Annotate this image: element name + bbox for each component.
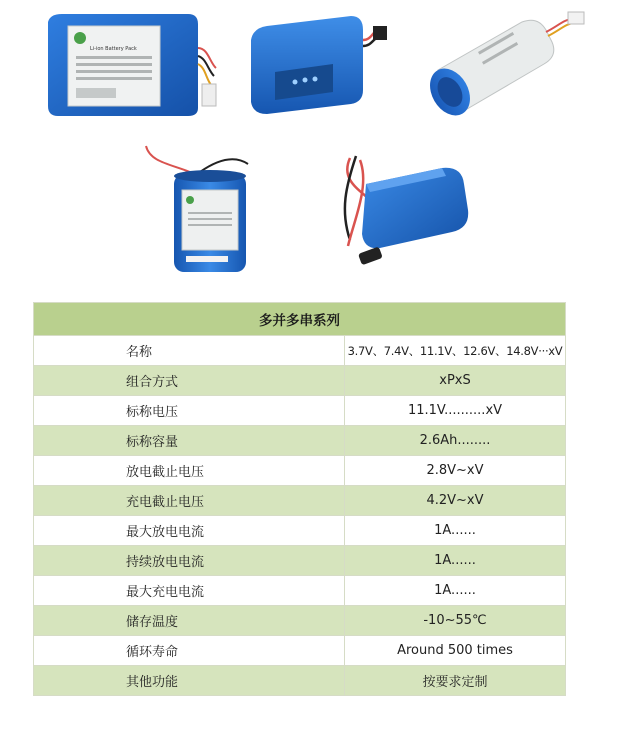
row-value-discharge-cutoff: 2.8V~xV	[345, 456, 566, 486]
table-row	[34, 396, 566, 426]
pack-label-text: Li-ion Battery Pack	[90, 46, 137, 52]
product-photo-area	[0, 0, 625, 295]
row-value-continuous-discharge-current: 1A......	[345, 546, 566, 576]
row-label-combination: 组合方式	[34, 366, 345, 396]
row-value-max-discharge-current: 1A......	[345, 516, 566, 546]
row-label-name: 名称	[34, 336, 345, 366]
table-row	[34, 606, 566, 636]
row-value-other-functions: 按要求定制	[345, 666, 566, 696]
row-value-name: 3.7V、7.4V、11.1V、12.6V、14.8V···xV	[345, 336, 566, 366]
row-label-cycle-life: 循环寿命	[34, 636, 345, 666]
row-label-storage-temperature: 储存温度	[34, 606, 345, 636]
row-label-discharge-cutoff: 放电截止电压	[34, 456, 345, 486]
cylindrical-battery-with-connector	[418, 8, 588, 120]
table-row	[34, 666, 566, 696]
spec-table	[33, 302, 566, 696]
row-value-cycle-life: Around 500 times	[345, 636, 566, 666]
row-label-nominal-voltage: 标称电压	[34, 396, 345, 426]
table-row	[34, 576, 566, 606]
table-row	[34, 486, 566, 516]
row-value-max-charge-current: 1A......	[345, 576, 566, 606]
small-cylindrical-battery-with-wires	[140, 142, 255, 277]
table-row	[34, 456, 566, 486]
row-value-charge-cutoff: 4.2V~xV	[345, 486, 566, 516]
row-label-max-charge-current: 最大充电电流	[34, 576, 345, 606]
square-battery-pack-with-label	[38, 8, 218, 123]
table-row	[34, 336, 566, 366]
row-label-continuous-discharge-current: 持续放电电流	[34, 546, 345, 576]
battery-pack-with-led-indicator	[245, 10, 390, 120]
table-row	[34, 546, 566, 576]
row-label-other-functions: 其他功能	[34, 666, 345, 696]
table-row	[34, 516, 566, 546]
table-row	[34, 636, 566, 666]
spec-table-title: 多并多串系列	[34, 303, 566, 336]
table-row	[34, 366, 566, 396]
row-value-nominal-capacity: 2.6Ah........	[345, 426, 566, 456]
row-value-nominal-voltage: 11.1V..........xV	[345, 396, 566, 426]
row-value-storage-temperature: -10~55℃	[345, 606, 566, 636]
battery-pack-with-dc-plug	[330, 150, 480, 275]
row-label-max-discharge-current: 最大放电电流	[34, 516, 345, 546]
row-value-combination: xPxS	[345, 366, 566, 396]
table-row	[34, 426, 566, 456]
row-label-charge-cutoff: 充电截止电压	[34, 486, 345, 516]
row-label-nominal-capacity: 标称容量	[34, 426, 345, 456]
